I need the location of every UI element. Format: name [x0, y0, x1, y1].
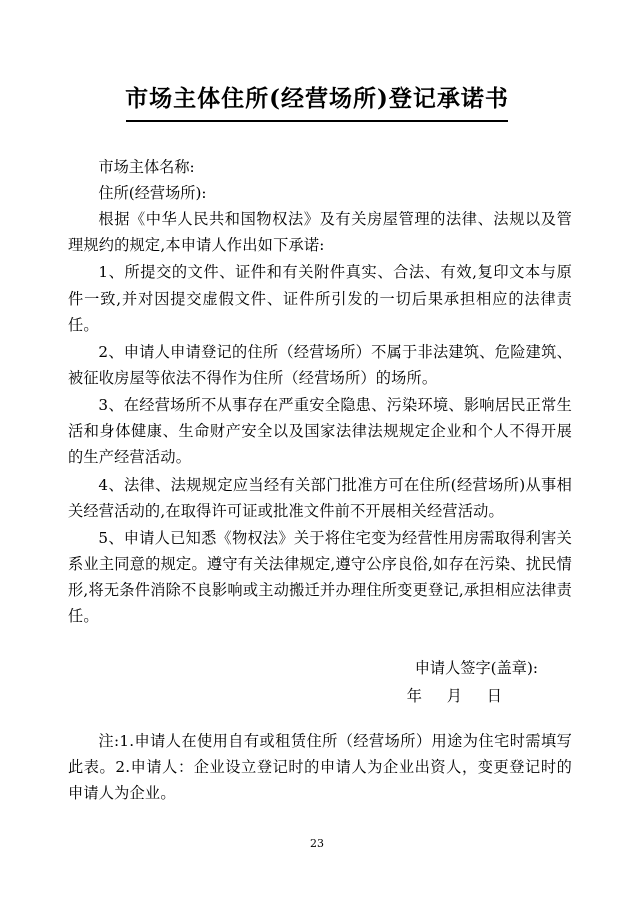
- signature-block: [62, 655, 572, 710]
- page-number: 23: [310, 837, 324, 850]
- intro-paragraph: 根据《中华人民共和国物权法》及有关房屋管理的法律、法规以及管理规约的规定,本申请人作出如下承诺:: [68, 210, 572, 255]
- commitment-item-2: 2、申请人申请登记的住所（经营场所）不属于非法建筑、危险建筑、被征收房屋等依法不得作为住所（经营场所）的场所。: [68, 342, 572, 388]
- commitment-item-1: 1、所提交的文件、证件和有关附件真实、合法、有效,复印文本与原件一致,并对因提交虚假文件、证件所引发的一切后果承担相应的法律责任。: [68, 263, 572, 334]
- signature-label: 申请人签字(盖章):: [414, 659, 538, 678]
- page-title: 市场主体住所(经营场所)登记承诺书: [125, 85, 509, 112]
- commitment-item-3: 3、在经营场所不从事存在严重安全隐患、污染环境、影响居民正常生活和身体健康、生命财产安全以及国家法律法规规定企业和个人不得开展的生产经营活动。: [68, 396, 572, 467]
- field-address: 住所(经营场所):: [98, 184, 207, 203]
- note-block: [62, 728, 572, 806]
- document-body: [62, 154, 572, 630]
- commitment-item-4: 4、法律、法规规定应当经有关部门批准方可在住所(经营场所)从事相关经营活动的,在取得许可证或批准文件前不开展相关经营活动。: [68, 475, 572, 520]
- field-entity-name: 市场主体名称:: [98, 157, 195, 176]
- title-underline-rule: [126, 120, 508, 122]
- note-text: 注:1.申请人在使用自有或租赁住所（经营场所）用途为住宅时需填写此表。2.申请人：企业设立登记时的申请人为企业出资人，变更登记时的申请人为企业。: [68, 732, 572, 803]
- signature-date-line: 年 月 日: [406, 686, 512, 705]
- commitment-item-5: 5、申请人已知悉《物权法》关于将住宅变为经营性用房需取得利害关系业主同意的规定。遵守有关法律规定,遵守公序良俗,如存在污染、扰民情形,将无条件消除不良影响或主动搬迁并办理住所变更登记,承担相应法律责任。: [68, 528, 572, 626]
